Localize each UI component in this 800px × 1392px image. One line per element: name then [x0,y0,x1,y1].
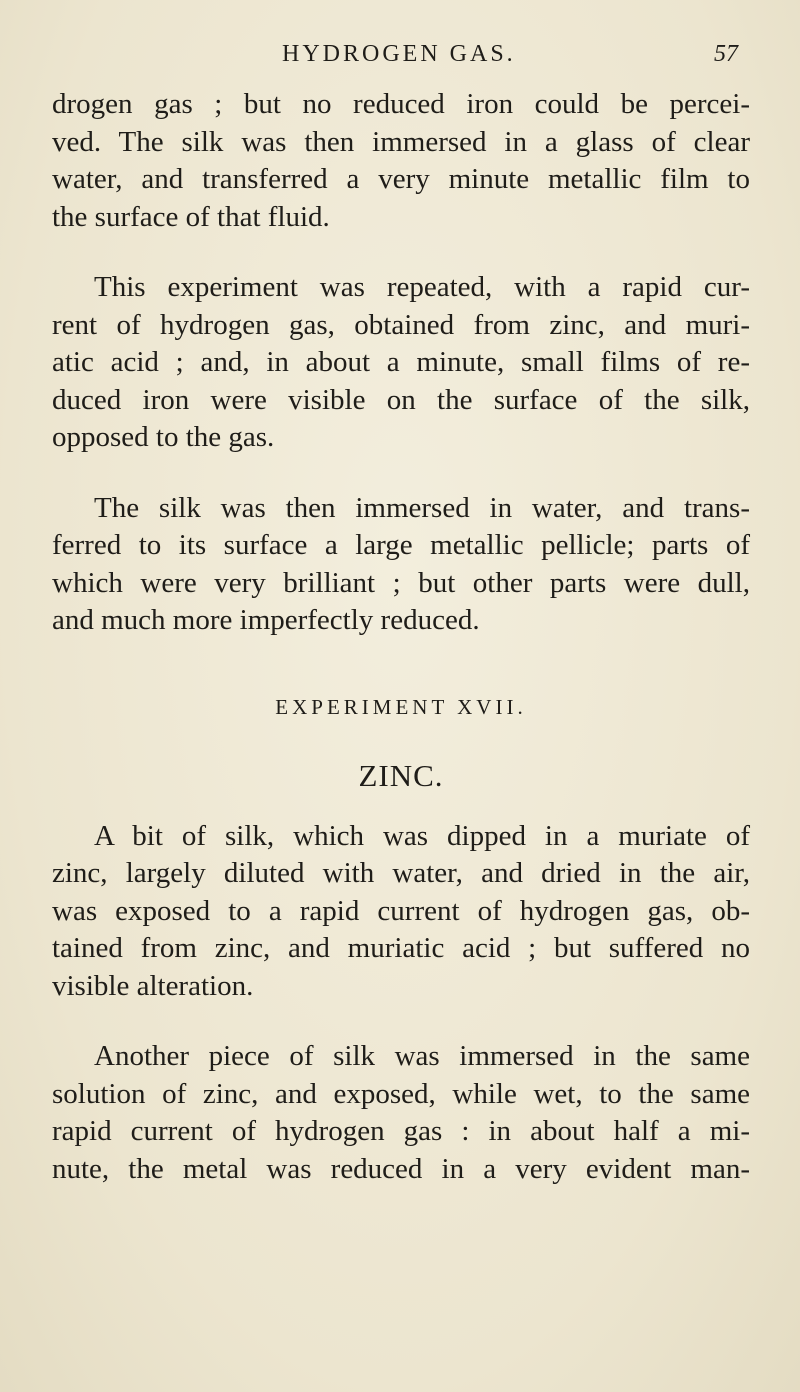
text-line: ved. The silk was then immersed in a glass of clear [52,125,750,158]
text-line: rent of hydrogen gas, obtained from zinc, and muri- [52,308,750,341]
text-line: tained from zinc, and muriatic acid ; but suffered no [52,932,750,964]
text-line: Another piece of silk was immersed in the same [94,1040,750,1072]
experiment-heading: EXPERIMENT XVII. [275,694,527,719]
text-line: rapid current of hydrogen gas : in about half a mi- [52,1115,750,1147]
text-line: which were very brilliant ; but other parts were dull, [52,566,750,599]
text-line: nute, the metal was reduced in a very evident man- [52,1152,750,1185]
text-line: zinc, largely diluted with water, and dried in the air, [52,857,750,889]
text-line: A bit of silk, which was dipped in a muriate of [94,819,750,852]
paragraph-another-piece [52,1038,750,1188]
running-head [0,38,800,78]
body-text [52,86,750,1188]
text-line: water, and transferred a very minute metallic film to [52,163,750,195]
text-line: visible alteration. [52,969,254,1002]
text-line: The silk was then immersed in water, and trans- [94,491,750,524]
page-number: 57 [714,41,738,67]
text-line: atic acid ; and, in about a minute, small films of re- [52,346,750,378]
text-line: solution of zinc, and exposed, while wet, to the same [52,1077,750,1110]
running-title: HYDROGEN GAS. [282,41,516,67]
subject-heading: ZINC. [358,757,444,793]
text-line: was exposed to a rapid current of hydrogen gas, ob- [52,894,750,927]
text-line: the surface of that fluid. [52,200,330,233]
paragraph-experiment-repeated [52,269,750,457]
text-line: opposed to the gas. [52,421,275,453]
text-line: and much more imperfectly reduced. [52,604,480,636]
text-line: This experiment was repeated, with a rapid cur- [94,271,750,303]
text-line: ferred to its surface a large metallic pellicle; parts of [52,529,750,561]
text-line: drogen gas ; but no reduced iron could be percei- [52,88,750,120]
paragraph-continuation [52,86,750,236]
paragraph-silk-immersed [52,490,750,640]
paragraph-bit-of-silk [52,818,750,1006]
text-line: duced iron were visible on the surface of the silk, [52,383,750,416]
